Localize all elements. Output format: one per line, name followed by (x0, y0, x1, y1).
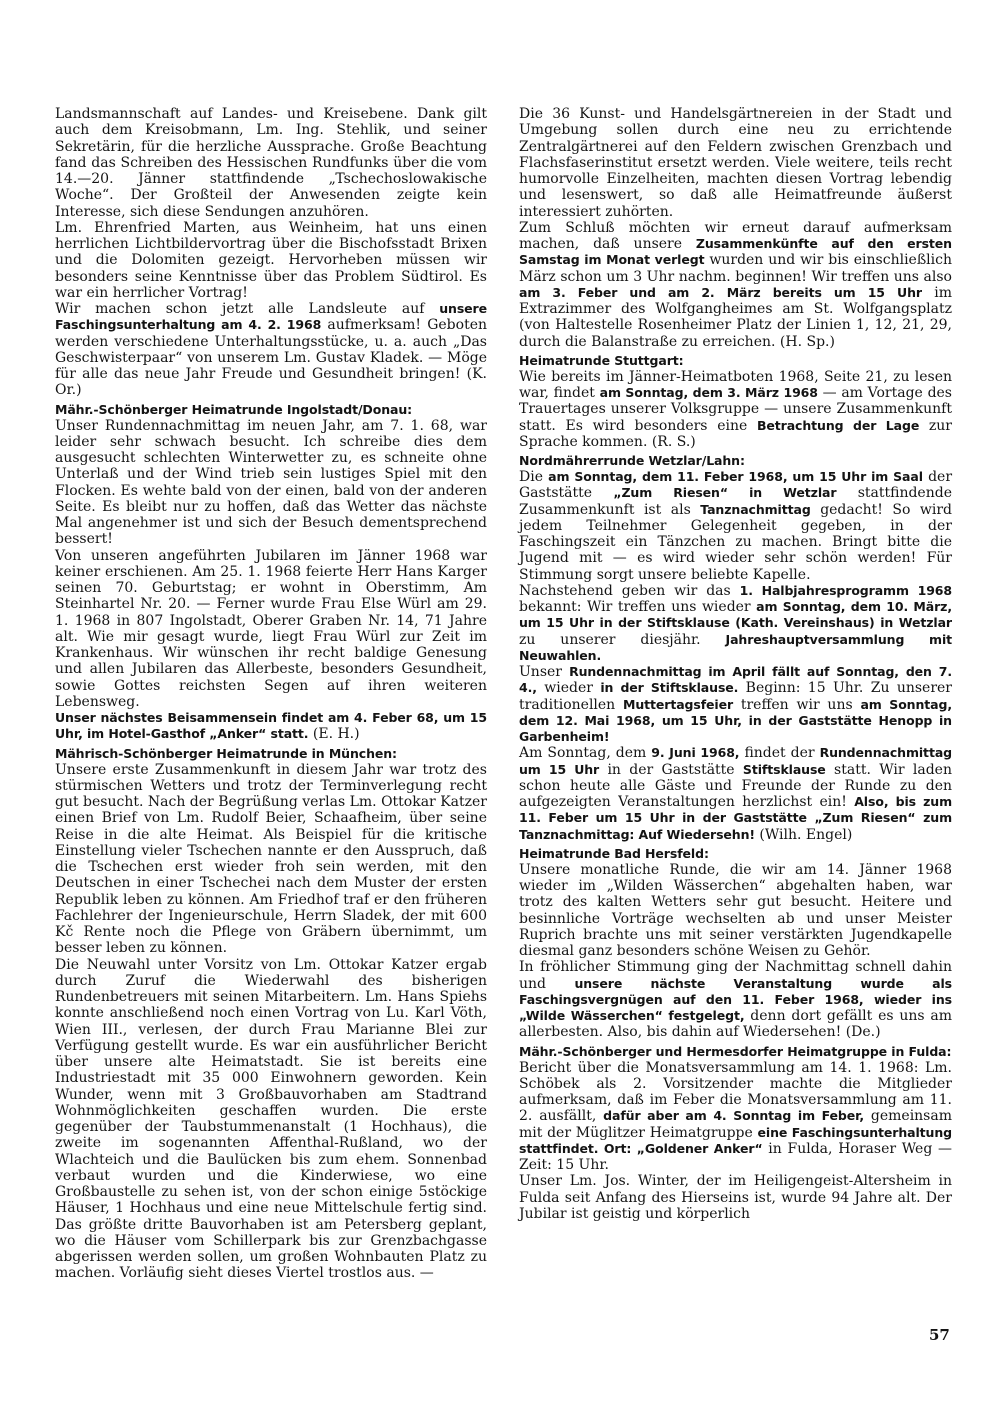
paragraph (55, 106, 487, 220)
paragraph (55, 548, 487, 711)
body-text: Unser Rundennachmittag im neuen Jahr, am 7. 1. 68, war leider sehr schwach besucht. Ich schreibe dies dem ausgesucht schlechten Winterwetter zu, es schneite ohne Unterlaß und der Wind trieb sein lustiges Spiel mit den Flocken. Es wehte bald von der einen, bald von der anderen Seite. Es bleibt nur zu hoffen, daß das Wetter das nächste Mal angenehmer ist und sich der Besuch dementsprechend bessert! (55, 417, 487, 548)
body-text: In fröhlicher Stimmung ging der Nachmittag schnell dahin und (519, 959, 952, 992)
paragraph (519, 469, 952, 583)
bold-text: unsere nächste Veranstaltung wurde als Faschingsvergnügen auf den 11. Feber 1968, wieder ins „Wilde Wässerchen“ festgelegt, (519, 975, 952, 1023)
section-heading: Mährisch-Schönberger Heimatrunde in München: (55, 745, 397, 761)
body-text: Nachstehend geben wir das (519, 582, 740, 599)
bold-text: eine Faschingsunterhaltung stattfindet. Ort: „Goldener Anker“ (519, 1124, 953, 1156)
body-text: wurden und wir bis einschließlich März schon um 3 Uhr nachm. beginnen! Wir treffen uns also (519, 252, 952, 285)
bold-text: unsere Faschingsunterhaltung am 4. 2. 1968 (55, 301, 487, 333)
body-text: Wir machen schon jetzt alle Landsleute auf (55, 301, 440, 317)
paragraph (519, 369, 952, 450)
body-text: (E. H.) (308, 726, 360, 743)
right-column (519, 106, 952, 1222)
bold-text: Stiftsklause (742, 761, 826, 777)
bold-text: „Zum Riesen“ in Wetzlar (613, 485, 837, 501)
bold-text: Muttertagsfeier (622, 696, 734, 712)
body-text: Unser (519, 664, 570, 680)
body-text: stattfindende Zusammenkunft ist als (519, 485, 952, 518)
bold-text: Rundennachmittag um 15 Uhr (519, 745, 952, 777)
bold-text: in der Stiftsklause. (600, 680, 739, 696)
bold-text: Tanznachmittag (700, 501, 811, 517)
paragraph (519, 664, 952, 745)
body-text: gedacht! So wird jedem Teilnehmer Gelegenheit gegeben, in der Faschingszeit ein Tänzchen zu machen. Bringt bitte die Jugend mit — es wird wieder sehr schön werden! Für Stimmung sorgt unsere beliebte Kapelle. (519, 501, 952, 583)
paragraph (55, 957, 487, 1282)
body-text: wieder (536, 680, 601, 697)
section-heading: Heimatrunde Bad Hersfeld: (519, 845, 709, 861)
paragraph (519, 1060, 952, 1174)
paragraph (55, 762, 487, 957)
paragraph (519, 862, 952, 960)
body-text: Die (519, 469, 549, 485)
bold-text: am Sonntag, dem 12. Mai 1968, um 15 Uhr, in der Gaststätte Henopp in Garbenheim! (519, 696, 952, 744)
paragraph (55, 220, 487, 301)
body-text: Beginn: 15 Uhr. Zu unserer traditionellen (519, 680, 952, 713)
paragraph (519, 1173, 952, 1222)
bold-text: Betrachtung der Lage (756, 417, 920, 433)
page-number: 57 (929, 1326, 950, 1344)
body-text: statt. Wir laden schon heute alle Gäste und Freunde der Runde zu den aufgezeigten Veranstaltungen herzlichst ein! (519, 761, 952, 810)
body-text: Die 36 Kunst- und Handelsgärtnereien in der Stadt und Umgebung sollen durch eine neu zu errichtende Zentralgärtnerei auf den Feldern zwischen Grenzbach und Flachsfaserinstitut ersetzt werden. Viele weitere, teils recht humorvolle Einzelheiten, machten diesen Vortrag lebendig und lesenswert, so daß alle Heimatfreunde äußerst interessiert zuhörten. (519, 106, 952, 220)
body-text: — am Vortage des Trauertages unserer Volksgruppe — unsere Zusammenkunft statt. Es wird besonders eine (519, 385, 952, 434)
bold-text: am Sonntag, dem 11. Feber 1968, um 15 Uhr im Saal (548, 469, 923, 484)
body-text: im Extrazimmer des Wolfgangheimes am St. Wolfgangsplatz (von Haltestelle Rosenheimer Platz der Linien 1, 12, 21, 29, durch die Balanstraße zu erreichen. (H. Sp.) (519, 284, 952, 350)
bold-text: Rundennachmittag im April fällt auf Sonntag, den 7. 4., (519, 664, 952, 696)
paragraph (55, 710, 487, 743)
body-text: Unsere monatliche Runde, die wir am 14. Jänner 1968 wieder im „Wilden Wässerchen“ abgehalten haben, war trotz des kalten Wetters sehr gut besucht. Heitere und besinnliche Vorträge wechselten ab und unser Meister Ruprich brachte uns mit seiner verstärkten Jugendkapelle diesmal ganz besonders schöne Weisen zu Gehör. (519, 861, 952, 959)
bold-text: dafür aber am 4. Sonntag im Feber, (603, 1108, 865, 1124)
body-text: der Gaststätte (519, 469, 953, 502)
bold-text: 9. Juni 1968, (651, 745, 740, 761)
body-text: treffen wir uns (733, 696, 861, 713)
left-column (55, 106, 487, 1282)
body-text: aufmerksam! Geboten werden verschiedene Unterhaltungsstücke, u. a. auch „Das Geschwisterpaar“ von unserem Lm. Gustav Kladek. — Möge für alle das neue Jahr Freude und Gesundheit bringen! (K. Or.) (55, 317, 487, 399)
body-text: Unsere erste Zusammenkunft in diesem Jahr war trotz des stürmischen Wetters und trotz der Terminverlegung recht gut besucht. Nach der Begrüßung verlas Lm. Ottokar Katzer einen Brief von Lm. Rudolf Beier, Schaafheim, über seine Reise in die alte Heimat. Als Beispiel für die kritische Einstellung vieler Tschechen nannte er den Ausspruch, daß die Tschechen erst wieder froh sein werden, mit den Deutschen in einer Tschechei nach dem Muster der ersten Republik leben zu können. Am Friedhof traf er den früheren Fachlehrer der Ingenieurschule, Herrn Sladek, der mit 600 Kč Rente noch die Pflege von Gräbern übernimmt, um besser leben zu können. (55, 761, 487, 957)
body-text: Lm. Ehrenfried Marten, aus Weinheim, hat uns einen herrlichen Lichtbildervortrag über die Bischofsstadt Brixen und die Dolomiten gezeigt. Hervorheben müssen wir besonders seine Kenntnisse über das Problem Südtirol. Es war ein herrlicher Vortrag! (55, 219, 487, 301)
body-text: in der Gaststätte (599, 761, 743, 778)
body-text: bekannt: Wir treffen uns wieder (519, 599, 757, 615)
body-text: Unser Lm. Jos. Winter, der im Heiligengeist-Altersheim in Fulda seit Anfang des Hierseins ist, wurde 94 Jahre alt. Der Jubilar ist geistig und körperlich (519, 1173, 952, 1222)
body-text: Die Neuwahl unter Vorsitz von Lm. Ottokar Katzer ergab durch Zuruf die Wiederwahl des bisherigen Rundenbetreuers mit seinen Mitarbeitern. Lm. Hans Spiehs konnte anschließend noch einen Vortrag von Lu. Karl Vöth, Wien III., verlesen, der durch Frau Marianne Blei zur Verfügung gestellt wurde. Es war ein ausführlicher Bericht über unsere alte Heimatstadt. Sie ist bereits eine Industriestadt mit 35 000 Einwohnern geworden. Kein Wunder, wenn mit 3 Großbauvorhaben am Stadtrand Wohnmöglichkeiten geschaffen wurden. Die erste gegenüber der Taubstummenanstalt (1 Hochhaus), die zweite im sogenannten Affenthal-Rußland, wo der Wlachteich und die Baulücken bis zum ehem. Sonnenbad verbaut wurden und die Kinderwiese, wo eine Großbaustelle zu sehen ist, von der schon einige 5stöckige Häuser, 1 Hochhaus und eine neue Mittelschule fertig sind. Das größte dritte Bauvorhaben ist am Petersberg geplant, wo die Häuser vom Schillerpark bis zur Grenzbachgasse abgerissen werden sollen, um großen Wohnbauten Platz zu machen. Vorläufig sieht dieses Viertel trostlos aus. — (55, 956, 487, 1282)
body-text: Von unseren angeführten Jubilaren im Jänner 1968 war keiner erschienen. Am 25. 1. 1968 feierte Herr Hans Karger seinen 70. Geburtstag; er wohnt in Oberstimm, Am Steinhartel Nr. 20. — Ferner wurde Frau Else Würl am 29. 1. 1968 in 807 Ingolstadt, Oberer Graben Nr. 14, 71 Jahre alt. Wie mir gesagt wurde, liegt Frau Würl zur Zeit im Krankenhaus. Wir wünschen ihr recht baldige Genesung und allen Jubilaren das Allerbeste, besonders Gesundheit, sowie Gottes reichsten Segen auf ihren weiteren Lebensweg. (55, 547, 487, 710)
bold-text: Jahreshauptversammlung mit Neuwahlen. (519, 631, 952, 663)
body-text: zu unserer diesjähr. (519, 631, 726, 648)
bold-text: am 3. Feber und am 2. März bereits um 15 Uhr (519, 284, 922, 300)
body-text: Wie bereits im Jänner-Heimatboten 1968, Seite 21, zu lesen war, findet (519, 368, 952, 401)
bold-text: Zusammenkünfte auf den ersten Samstag im Monat verlegt (519, 236, 952, 268)
body-text: Zum Schluß möchten wir erneut darauf aufmerksam machen, daß unsere (519, 219, 952, 252)
body-text: zur Sprache kommen. (R. S.) (519, 417, 952, 450)
body-text: denn dort gefällt es uns am allerbesten. Also, bis dahin auf Wiedersehen! (De.) (519, 1008, 952, 1041)
section-heading: Heimatrunde Stuttgart: (519, 352, 684, 368)
section-heading: Nordmährerrunde Wetzlar/Lahn: (519, 453, 745, 468)
body-text: Am Sonntag, dem (519, 745, 652, 762)
bold-text: 1. Halbjahresprogramm 1968 (739, 582, 953, 598)
section-heading: Mähr.-Schönberger Heimatrunde Ingolstadt/Donau: (55, 401, 413, 417)
paragraph (519, 583, 952, 664)
body-text: Bericht über die Monatsversammlung am 14. 1. 1968: Lm. Schöbek als 2. Vorsitzender machte die Mitglieder aufmerksam, daß im Feber die Monatsversammlung am 11. 2. ausfällt, (519, 1059, 952, 1125)
bold-text: am Sonntag, dem 3. März 1968 (599, 385, 818, 400)
body-text: Landsmannschaft auf Landes- und Kreisebene. Dank gilt auch dem Kreisobmann, Lm. Ing. Stehlik, und seiner Sekretärin, für die herzliche Aussprache. Große Beachtung fand das Schreiben des Hessischen Rundfunks über die vom 14.—20. Jänner stattfindende „Tschechoslowakische Woche“. Der Großteil der Anwesenden zeigte kein Interesse, sich diese Sendungen anzuhören. (55, 106, 487, 220)
paragraph (519, 106, 952, 220)
body-text: gemeinsam mit der Müglitzer Heimatgruppe (519, 1108, 952, 1141)
paragraph (519, 745, 952, 843)
paragraph (55, 418, 487, 548)
section-heading: Mähr.-Schönberger und Hermesdorfer Heimatgruppe in Fulda: (519, 1043, 952, 1059)
paragraph (519, 220, 952, 350)
paragraph (519, 959, 952, 1040)
paragraph (55, 301, 487, 399)
bold-text: Unser nächstes Beisammensein findet am 4. Feber 68, um 15 Uhr, im Hotel-Gasthof „Anker“ statt. (55, 710, 487, 742)
bold-text: Also, bis zum 11. Feber um 15 Uhr in der Gaststätte „Zum Riesen“ zum Tanznachmittag: Auf Wiedersehn! (519, 794, 952, 842)
body-text: in Fulda, Horaser Weg — Zeit: 15 Uhr. (519, 1140, 953, 1173)
body-text: (Wilh. Engel) (754, 826, 853, 843)
bold-text: am Sonntag, dem 10. März, um 15 Uhr in der Stiftsklause (Kath. Vereinshaus) in Wetzlar (519, 599, 952, 631)
body-text: findet der (739, 745, 820, 762)
